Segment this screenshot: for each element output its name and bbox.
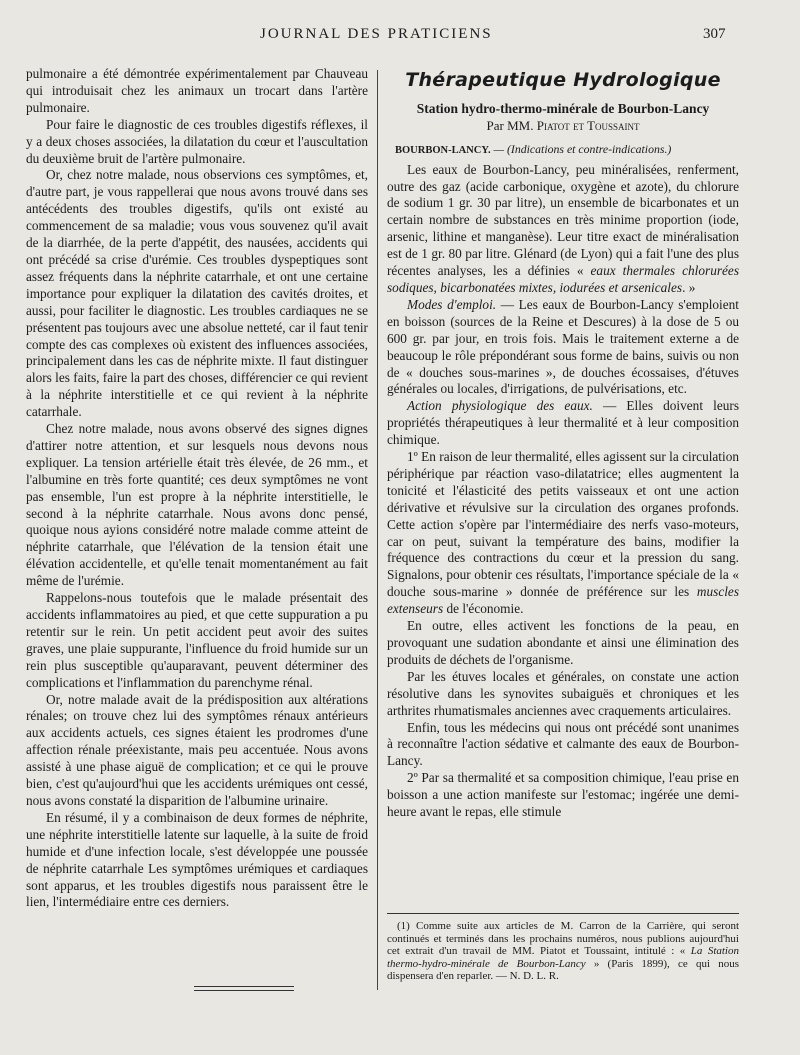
authors-names: Piatot et Toussaint — [536, 117, 640, 133]
footnote-text: (1) Comme suite aux articles de M. Carron de la Carrière, qui seront continués et terminés dans les prochains numéros, nous publions aujourd'hui cet extrait d'un travail de MM. Piatot et Toussaint, intitulé : « — [387, 920, 739, 958]
right-paragraph-6: Par les étuves locales et générales, on constate une action résolutive dans les synovites subaiguës et chroniques et les arthrites rhumatismales anciennes avec craquements articulaires. — [387, 668, 739, 718]
subheading-place: BOURBON-LANCY. — [395, 144, 491, 156]
p3-italic: Action physiologique des eaux. — [407, 398, 593, 414]
article-authors — [387, 118, 739, 135]
right-paragraph-2 — [387, 297, 739, 398]
left-paragraph-6: Or, notre malade avait de la prédisposition aux altérations rénales; on trouve chez lui des symptômes rénaux antérieurs aux accidents actuels, ces signes étaient les prodromes d'une affection rénale préexistante, mais peu accentuée. Nous avons assisté à une phase aiguë de complication; et ce qui le prouve bien, c'est qu'aujourd'hui que les accidents urémiques ont cessé, nous avons constaté la disparition de l'albumine urinaire. — [26, 691, 368, 808]
column-divider — [377, 70, 378, 990]
footnote-end: » (Paris 1899), ce qui nous dispensera d'en reparler. — N. D. L. R. — [387, 957, 739, 983]
authors-prefix: Par MM. — [486, 117, 537, 133]
footnote — [387, 920, 739, 983]
p4-text: 1º En raison de leur thermalité, elles agissent sur la circulation périphérique par réaction vaso-dilatatrice; elles augmentent la tonicité et l'élasticité des petits vaisseaux et ont une action dérivative et révulsive sur la circulation des organes profonds. Cette action s'opère par l'intermédiaire des nerfs vaso-moteurs, car on peut, suivant la température des bains, modifier la fréquence des contractions du cœur et la pression du sang. Signalons, pour obtenir ces résultats, l'importance spéciale de la « douche sous-marine » donnée de préférence sur les — [387, 449, 739, 600]
page-number: 307 — [703, 26, 726, 42]
section-title: Thérapeutique Hydrologique — [405, 69, 721, 91]
footnote-italic: La Station thermo-hydro-minérale de Bourbon-Lancy — [387, 945, 739, 970]
right-paragraph-8: 2º Par sa thermalité et sa composition chimique, l'eau prise en boisson a une action manifeste sur l'estomac; ingérée une demi-heure avant le repas, elle stimule — [387, 770, 739, 820]
p1-text: Les eaux de Bourbon-Lancy, peu minéralisées, renferment, outre des gaz (acide carbonique, oxygène et azote), du chlorure de sodium 1 gr. 30 par litre), un ensemble de bicarbonates et un certain nombre de substances en très minime proportion (iode, arsenic, lithine et manganèse). Leur titre exact de minéralisation est de 1 gr. 80 par litre. Glénard (de Lyon) qui a fait l'une des plus récentes analyses, les a définies « — [387, 161, 739, 279]
left-paragraph-2: Pour faire le diagnostic de ces troubles digestifs réflexes, il y a deux choses associées, la dilatation du cœur et l'auscultation du deuxième bruit de l'artère pulmonaire. — [26, 116, 368, 166]
left-column — [26, 66, 368, 911]
right-paragraph-5: En outre, elles activent les fonctions de la peau, en provoquant une sudation abondante et ainsi une élimination des produits de déchets de l'organisme. — [387, 618, 739, 667]
right-column — [387, 66, 739, 821]
left-paragraph-1: pulmonaire a été démontrée expérimentalement par Chauveau qui introduisait chez les animaux un trocart dans l'artère pulmonaire. — [26, 66, 368, 115]
right-paragraph-1 — [387, 162, 739, 297]
page-header — [0, 26, 800, 50]
p4-end: de l'économie. — [443, 601, 524, 617]
left-paragraph-3: Or, chez notre malade, nous observions ces symptômes, et, d'autre part, je vous rappellerai que nous avons trouvé dans ses antécédents des troubles digestifs, qu'ils ont existé au commencement de sa maladie; vous vous souvenez qu'il avait de la diarrhée, de la perte d'appétit, des nausées, accidents qui ont précédé sa crise d'urémie. Ces troubles dyspeptiques sont assez fréquents dans la néphrite catarrhale, et ont une certaine importance pour expliquer la dilatation des cavités droites, et aussi, pour faciliter le diagnostic. Les troubles cardiaques ne se présentent pas toujours avec une absolue netteté, car il faut tenir compte des cas complexes où existent des influences associées, principalement dans les cas de néphrite mixte. Il faut distinguer alors les faits, faire la part des choses, différencier ce qui revient à la néphrite interstitielle et ce qui revient à la néphrite catarrhale. — [26, 167, 368, 420]
p1-italic: eaux thermales chlorurées sodiques, bicarbonatées mixtes, iodurées et arsenicales — [387, 263, 740, 295]
p4-italic: muscles extenseurs — [387, 584, 739, 617]
subheading-italic: — (Indications et contre-indications.) — [493, 141, 672, 156]
left-paragraph-4: Chez notre malade, nous avons observé des signes dignes d'attirer notre attention, et sur lesquels nous devons nous expliquer. La tension artérielle était très élevée, de 26 mm., et l'albumine en très forte quantité; ces deux symptômes ne vont pas ensemble, l'un est propre à la néphrite interstitielle, le second à la néphrite catarrhale. Nous avons donc pensé, quoique nous ayions considéré notre malade comme atteint de néphrite catarrhale, que l'élévation de la tension était une élévation accidentelle, et qu'elle tenait momentanément au fait même de l'urémie. — [26, 421, 368, 589]
article-title: Station hydro-thermo-minérale de Bourbon-Lancy — [416, 100, 710, 116]
right-paragraph-3 — [387, 398, 739, 449]
right-paragraph-4 — [387, 449, 739, 618]
article-end-rule — [194, 986, 294, 991]
p2-text: — Les eaux de Bourbon-Lancy s'emploient en boisson (sources de la Reine et Descures) à la dose de 5 ou 600 gr. par jour, en trois fois. Mais le traitement externe a de beaucoup le rôle prépondérant sous forme de bains, suivis ou non de « douches sous-marines », de douches écossaises, d'étuves générales ou locales, d'irrigations, de pulvérisations, etc. — [387, 296, 739, 397]
subheading — [387, 141, 739, 160]
p2-italic: Modes d'emploi. — [407, 296, 497, 312]
left-paragraph-7: En résumé, il y a combinaison de deux formes de néphrite, une néphrite interstitielle latente sur laquelle, à la suite de froid humide et d'une infection locale, s'est développée une poussée de néphrite catarrhale Les symptômes urémiques et cardiaques sont apparus, et les troubles digestifs nous paraissent être le lien, l'intermédiaire entre ces derniers. — [26, 809, 368, 910]
right-paragraph-7: Enfin, tous les médecins qui nous ont précédé sont unanimes à reconnaître l'action sédative et calmante des eaux de Bourbon-Lancy. — [387, 719, 739, 769]
left-paragraph-5: Rappelons-nous toutefois que le malade présentait des accidents inflammatoires au pied, et que cette suppuration a pu retentir sur le rein. Un petit accident peut avoir des suites graves, une plaie suppurante, l'influence du froid humide sur un rein plus susceptible qu'auparavant, peuvent déterminer des complications et l'inflammation du parenchyme rénal. — [26, 590, 368, 690]
footnote-rule — [387, 913, 739, 914]
p1-end: . » — [682, 279, 696, 295]
running-title: JOURNAL DES PRATICIENS — [260, 26, 493, 42]
p3-text: — Elles doivent leurs propriétés thérapeutiques à leur thermalité et à leur composition chimique. — [387, 398, 739, 448]
